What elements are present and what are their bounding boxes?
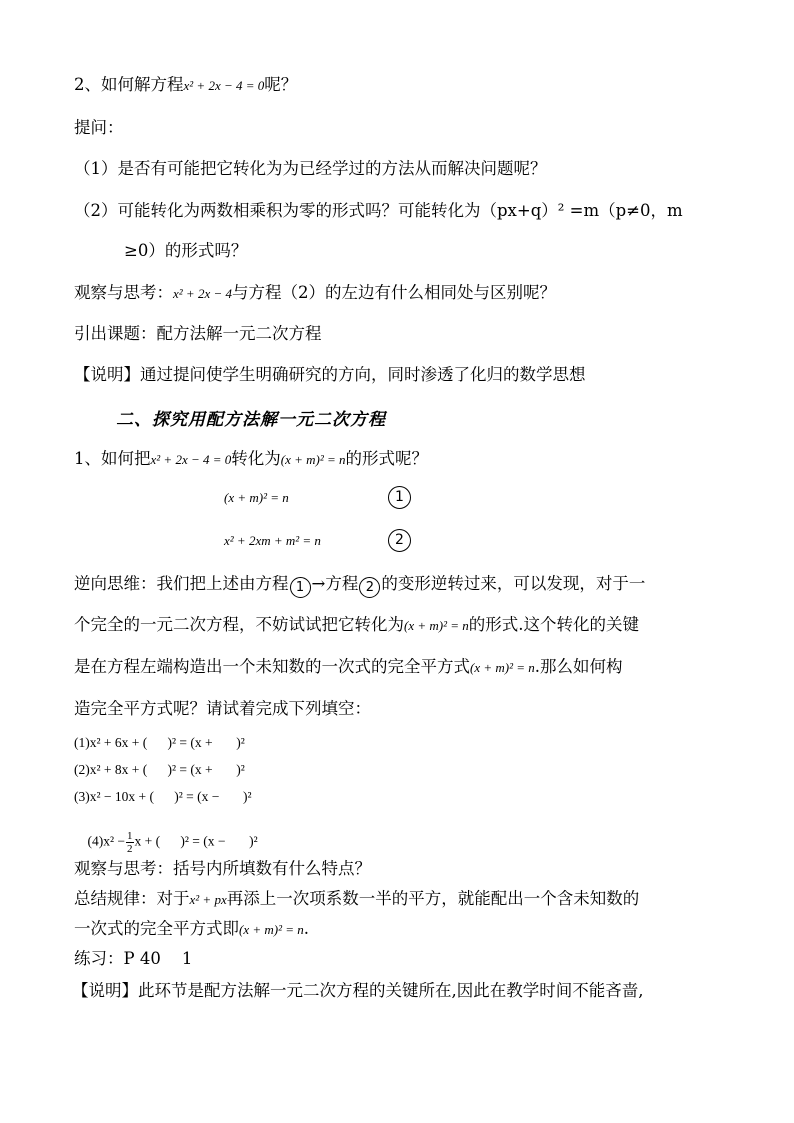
ask-2-line2: ≥0）的形式吗？ xyxy=(124,241,248,260)
equation: x² + 2x − 4 = 0 xyxy=(183,78,265,93)
fill-blank-4: (4)x² − $\frac{1}{2}$ x + ( )² = (x − )² xyxy=(87,830,258,855)
equation-row-1: (x + m)² = n xyxy=(224,490,289,505)
observe-1: 观察与思考：x² + 2x − 4与方程（2）的左边有什么相同处与区别呢？ xyxy=(74,283,556,302)
circled-number-2: 2 xyxy=(359,577,380,598)
question-1: 1、如何把x² + 2x − 4 = 0转化为(x + m)² = n的形式呢？ xyxy=(74,449,429,468)
expression: x² + px xyxy=(189,892,227,907)
summary-line2: 一次式的完全平方式即(x + m)² = n. xyxy=(74,919,310,938)
fraction: $\frac{1}{2}$ xyxy=(127,830,133,855)
equation-row-2: x² + 2xm + m² = n xyxy=(224,533,321,548)
equation: (x + m)² = n xyxy=(404,618,469,633)
note-1: 【说明】通过提问使学生明确研究的方向，同时渗透了化归的数学思想 xyxy=(74,365,586,384)
question-2: 2、如何解方程x² + 2x − 4 = 0呢？ xyxy=(74,75,298,94)
ask-1: （1）是否有可能把它转化为为已经学过的方法从而解决问题呢？ xyxy=(74,159,547,178)
circled-number-1: 1 xyxy=(290,577,311,598)
reverse-thinking-line1: 逆向思维：我们把上述由方程 1 →方程 2 的变形逆转过来，可以发现，对于一 xyxy=(74,573,645,598)
reverse-thinking-line3: 是在方程左端构造出一个未知数的一次式的完全平方式(x + m)² = n.那么如何构 xyxy=(74,657,623,676)
ask-label: 提问： xyxy=(74,118,124,137)
equation: (x + m)² = n xyxy=(239,922,304,937)
expression: x² + 2x − 4 xyxy=(173,286,232,301)
note-2: 【说明】此环节是配方法解一元二次方程的关键所在,因此在教学时间不能吝啬, xyxy=(72,981,644,1000)
practice: 练习：P 40 1 xyxy=(74,949,193,968)
reverse-thinking-line2: 个完全的一元二次方程，不妨试试把它转化为(x + m)² = n的形式.这个转化的关键 xyxy=(74,615,640,634)
fill-blank-3: (3)x² − 10x + ( )² = (x − )² xyxy=(74,789,252,804)
equation: (x + m)² = n xyxy=(470,660,535,675)
circled-number-2: 2 xyxy=(388,529,411,552)
section-heading: 二、探究用配方法解一元二次方程 xyxy=(116,410,386,430)
intro-topic: 引出课题：配方法解一元二次方程 xyxy=(74,324,322,343)
summary-line1: 总结规律：对于x² + px再添上一次项系数一半的平方，就能配出一个含未知数的 xyxy=(74,889,640,908)
equation: (x + m)² = n xyxy=(280,452,346,467)
reverse-thinking-line4: 造完全平方式呢？请试着完成下列填空： xyxy=(74,699,371,718)
observe-2: 观察与思考：括号内所填数有什么特点？ xyxy=(74,859,371,878)
circled-number-1: 1 xyxy=(388,486,411,509)
equation: x² + 2x − 4 = 0 xyxy=(150,452,232,467)
fill-blank-1: (1)x² + 6x + ( )² = (x + )² xyxy=(74,735,245,750)
ask-2-line1: （2）可能转化为两数相乘积为零的形式吗？可能转化为（px+q）² =m（p≠0，m xyxy=(74,201,683,220)
fill-blank-2: (2)x² + 8x + ( )² = (x + )² xyxy=(74,762,245,777)
